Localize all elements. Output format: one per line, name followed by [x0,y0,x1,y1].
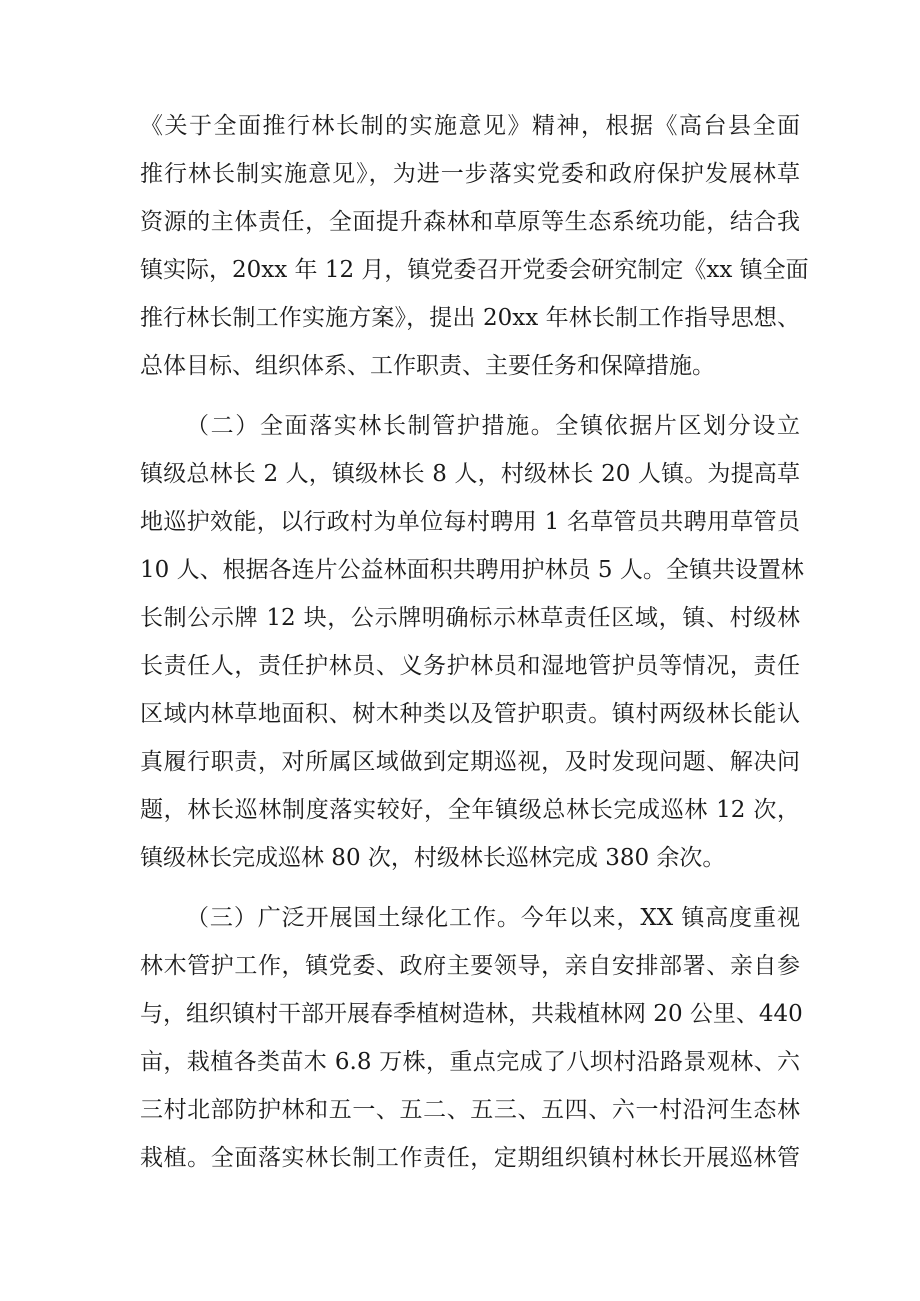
text-line: 长制公示牌 12 块，公示牌明确标示林草责任区域，镇、村级林 [140,605,800,631]
text-line: 长责任人，责任护林员、义务护林员和湿地管护员等情况，责任 [140,653,800,679]
text-line: 镇级林长完成巡林 80 次，村级林长巡林完成 380 余次。 [140,845,726,871]
text-line: 题，林长巡林制度落实较好，全年镇级总林长完成巡林 12 次， [140,797,800,823]
text-line: 总体目标、组织体系、工作职责、主要任务和保障措施。 [140,353,715,379]
paragraph-greening-work [140,894,803,1182]
paragraph-heading-line: （二）全面落实林长制管护措施。全镇依据片区划分设立 [186,413,800,439]
text-line: 亩，栽植各类苗木 6.8 万株，重点完成了八坝村沿路景观林、六 [140,1049,800,1075]
paragraph-heading-line: （三）广泛开展国土绿化工作。今年以来，XX 镇高度重视 [186,905,800,931]
text-line: 《关于全面推行林长制的实施意见》精神，根据《高台县全面 [140,113,800,139]
text-line: 栽植。全面落实林长制工作责任，定期组织镇村林长开展巡林管 [140,1145,800,1171]
text-line: 资源的主体责任，全面提升森林和草原等生态系统功能，结合我 [140,209,800,235]
text-line: 林木管护工作，镇党委、政府主要领导，亲自安排部署、亲自参 [140,953,800,979]
paragraph-management-measures [140,402,804,882]
text-line: 地巡护效能，以行政村为单位每村聘用 1 名草管员共聘用草管员 [140,509,800,535]
paragraph-implementation-basis [140,102,809,390]
text-line: 推行林长制工作实施方案》，提出 20xx 年林长制工作指导思想、 [140,305,800,331]
text-line: 区域内林草地面积、树木种类以及管护职责。镇村两级林长能认 [140,701,800,727]
text-line: 与，组织镇村干部开展春季植树造林，共栽植林网 20 公里、440 [140,1001,803,1027]
text-line: 镇实际，20xx 年 12 月，镇党委召开党委会研究制定《xx 镇全面 [140,257,809,283]
text-line: 推行林长制实施意见》，为进一步落实党委和政府保护发展林草 [140,161,800,187]
text-line: 10 人、根据各连片公益林面积共聘用护林员 5 人。全镇共设置林 [140,557,804,583]
text-line: 三村北部防护林和五一、五二、五三、五四、六一村沿河生态林 [140,1097,800,1123]
text-line: 真履行职责，对所属区域做到定期巡视，及时发现问题、解决问 [140,749,800,775]
text-line: 镇级总林长 2 人，镇级林长 8 人，村级林长 20 人镇。为提高草 [140,461,800,487]
